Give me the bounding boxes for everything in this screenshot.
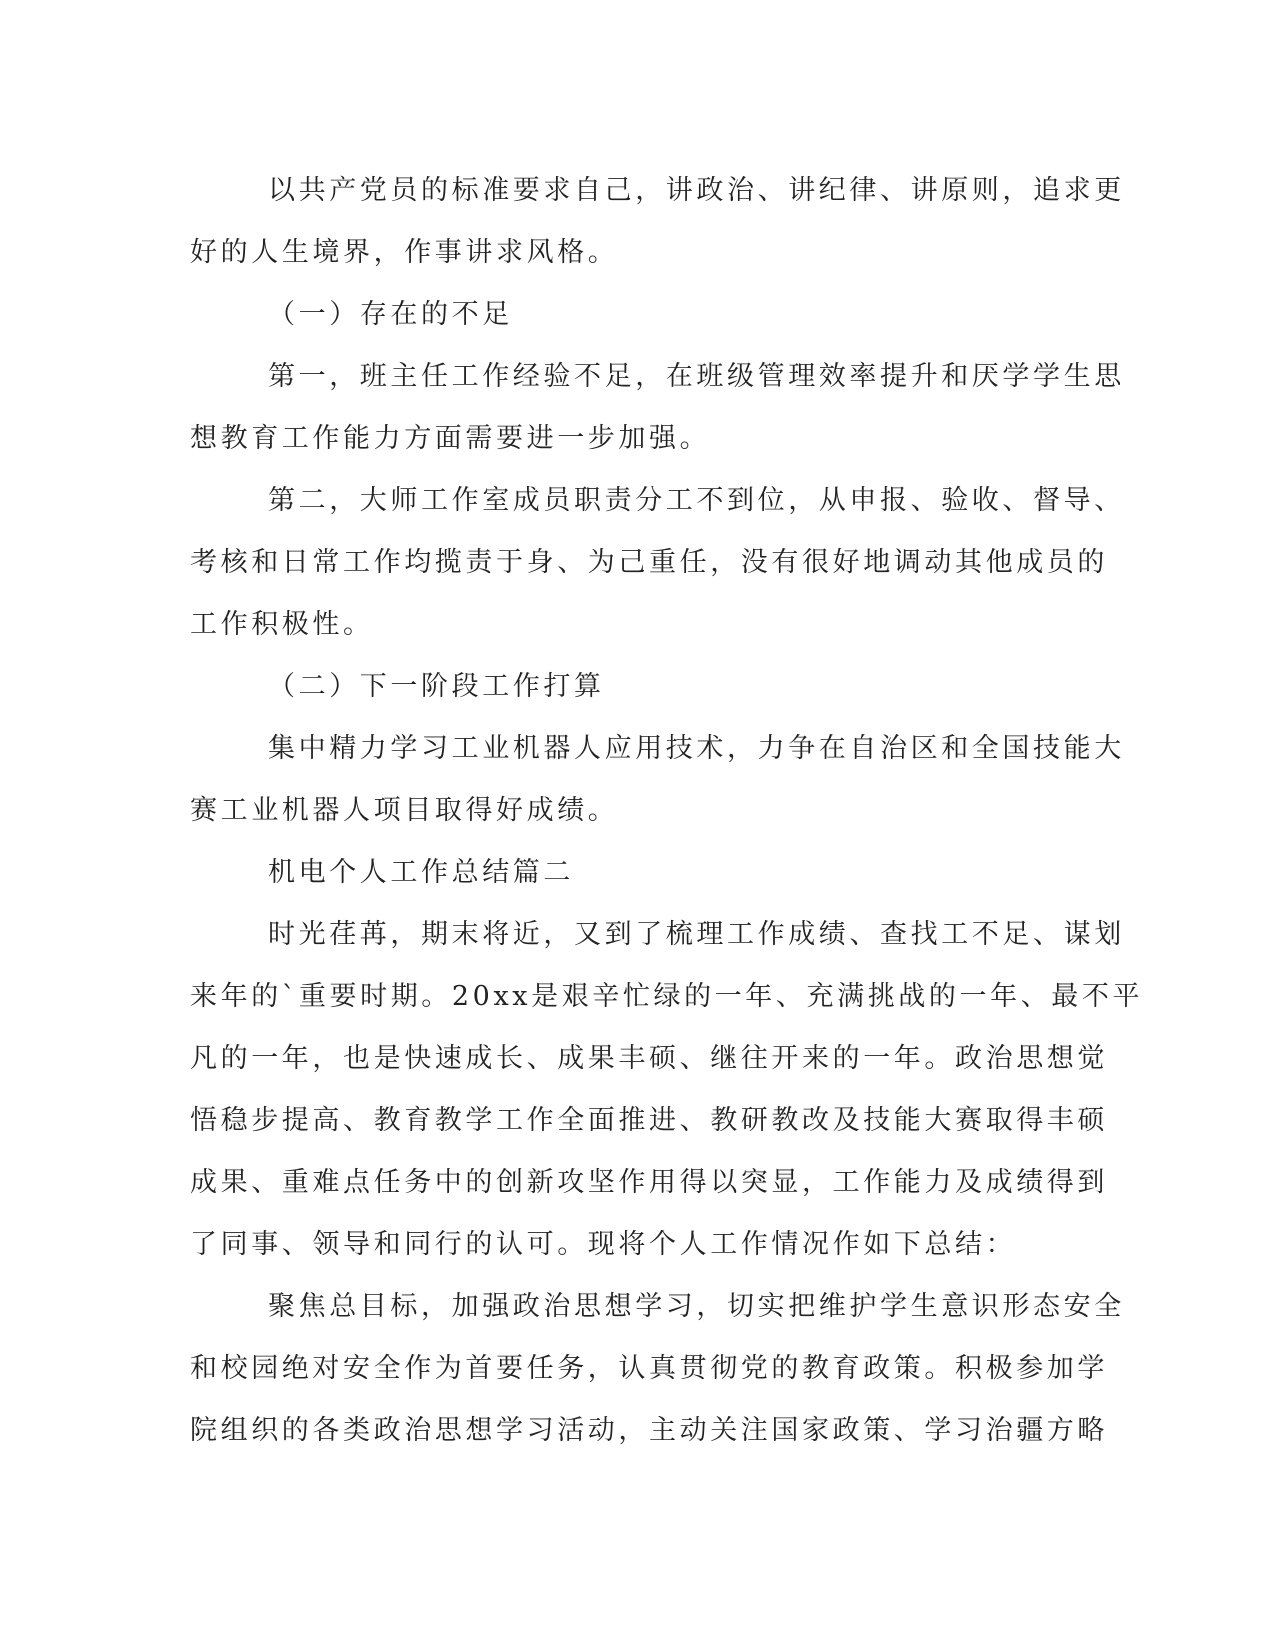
text-line: 了同事、领导和同行的认可。现将个人工作情况作如下总结： (190, 1229, 1017, 1260)
text-line: 院组织的各类政治思想学习活动，主动关注国家政策、学习治疆方略 (190, 1415, 1108, 1446)
document-body (190, 160, 1144, 1462)
section-heading: （一）存在的不足 (268, 299, 513, 330)
section-heading: （二）下一阶段工作打算 (268, 671, 605, 702)
text-line: 考核和日常工作均揽责于身、为己重任，没有很好地调动其他成员的 (190, 547, 1108, 578)
article-title: 机电个人工作总结篇二 (268, 857, 574, 888)
text-line: 凡的一年，也是快速成长、成果丰硕、继往开来的一年。政治思想觉 (190, 1043, 1108, 1074)
text-line: 悟稳步提高、教育教学工作全面推进、教研教改及技能大赛取得丰硕 (190, 1105, 1108, 1136)
text-line: 聚焦总目标，加强政治思想学习，切实把维护学生意识形态安全 (268, 1291, 1125, 1322)
text-line: 集中精力学习工业机器人应用技术，力争在自治区和全国技能大 (268, 733, 1125, 764)
text-line: 成果、重难点任务中的创新攻坚作用得以突显，工作能力及成绩得到 (190, 1167, 1108, 1198)
text-line: 想教育工作能力方面需要进一步加强。 (190, 423, 711, 454)
text-line: 第一，班主任工作经验不足，在班级管理效率提升和厌学学生思 (268, 361, 1125, 392)
text-line: 好的人生境界，作事讲求风格。 (190, 237, 619, 268)
text-line: 赛工业机器人项目取得好成绩。 (190, 795, 619, 826)
text-line: 以共产党员的标准要求自己，讲政治、讲纪律、讲原则，追求更 (268, 175, 1125, 206)
text-line: 工作积极性。 (190, 609, 374, 640)
text-line: 来年的`重要时期。20xx是艰辛忙绿的一年、充满挑战的一年、最不平 (190, 981, 1144, 1012)
text-line: 时光荏苒，期末将近，又到了梳理工作成绩、查找工不足、谋划 (268, 919, 1125, 950)
text-line: 和校园绝对安全作为首要任务，认真贯彻党的教育政策。积极参加学 (190, 1353, 1108, 1384)
text-line: 第二，大师工作室成员职责分工不到位，从申报、验收、督导、 (268, 485, 1125, 516)
